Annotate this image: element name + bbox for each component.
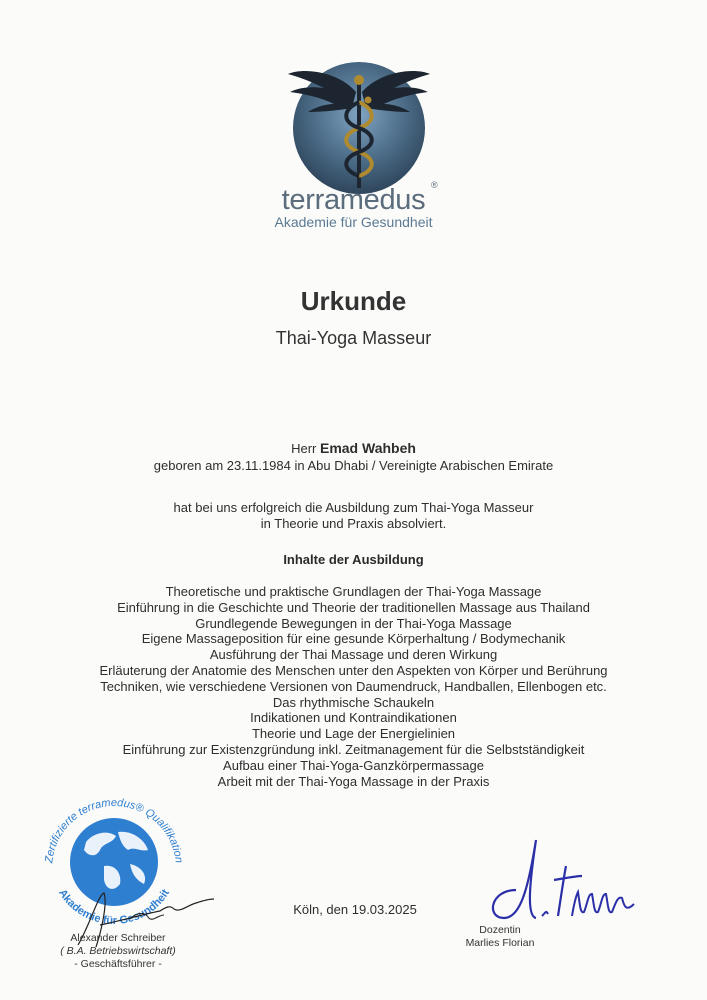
birth-line: geboren am 23.11.1984 in Abu Dhabi / Vereinigte Arabischen Emirate xyxy=(153,458,554,473)
list-item: Techniken, wie verschiedene Versionen von Daumendruck, Handballen, Ellenbogen etc. xyxy=(100,678,607,694)
brand-text: terramedus xyxy=(281,184,426,216)
registered-mark: ® xyxy=(431,180,438,190)
statement-line-1: hat bei uns erfolgreich die Ausbildung zum Thai-Yoga Masseur xyxy=(173,500,534,515)
list-item: Aufbau einer Thai-Yoga-Ganzkörpermassage xyxy=(223,757,484,773)
signatory-right-name: Marlies Florian xyxy=(465,937,535,949)
brand-name xyxy=(0,184,707,217)
list-item: Arbeit mit der Thai-Yoga Massage in der Praxis xyxy=(217,773,490,789)
recipient-line xyxy=(0,440,707,457)
salutation: Herr xyxy=(291,441,317,456)
brand-tagline: Akademie für Gesundheit xyxy=(274,214,433,230)
certificate-subtitle: Thai-Yoga Masseur xyxy=(275,328,432,348)
list-item: Eigene Massageposition für eine gesunde Körperhaltung / Bodymechanik xyxy=(141,631,566,647)
recipient-name: Emad Wahbeh xyxy=(319,440,416,456)
signature-right-icon xyxy=(480,820,640,930)
certificate-title: Urkunde xyxy=(300,286,407,316)
statement-line-2: in Theorie und Praxis absolviert. xyxy=(260,516,447,531)
list-item: Ausführung der Thai Massage und deren Wirkung xyxy=(209,647,498,663)
signatory-right xyxy=(440,924,560,950)
signatory-left-degree: ( B.A. Betriebswirtschaft) xyxy=(60,945,176,957)
svg-text:Akademie für Gesundheit: Akademie für Gesundheit xyxy=(56,887,172,928)
contents-heading: Inhalte der Ausbildung xyxy=(283,552,424,567)
list-item: Theorie und Lage der Energielinien xyxy=(251,726,456,742)
signatory-left xyxy=(28,932,208,971)
list-item: Erläuterung der Anatomie des Menschen unter den Aspekten von Körper und Berührung xyxy=(99,662,608,678)
list-item: Theoretische und praktische Grundlagen der Thai-Yoga Massage xyxy=(165,584,542,599)
list-item: Einführung zur Existenzgründung inkl. Zeitmanagement für die Selbstständigkeit xyxy=(122,741,585,757)
svg-text:Zertifizierte terramedus® Qual: Zertifizierte terramedus® Qualifikation xyxy=(43,796,185,864)
signatory-left-name: Alexander Schreiber xyxy=(70,932,166,944)
list-item: Indikationen und Kontraindikationen xyxy=(250,710,457,726)
place-date: Köln, den 19.03.2025 xyxy=(293,902,417,917)
contents-list xyxy=(0,584,707,789)
list-item: Grundlegende Bewegungen in der Thai-Yoga Massage xyxy=(195,615,512,631)
list-item: Das rhythmische Schaukeln xyxy=(272,694,435,710)
signatory-left-role: - Geschäftsführer - xyxy=(74,958,162,970)
caduceus-logo-icon xyxy=(284,52,434,202)
signatory-right-role: Dozentin xyxy=(479,924,521,936)
list-item: Einführung in die Geschichte und Theorie der traditionellen Massage aus Thailand xyxy=(117,599,590,615)
